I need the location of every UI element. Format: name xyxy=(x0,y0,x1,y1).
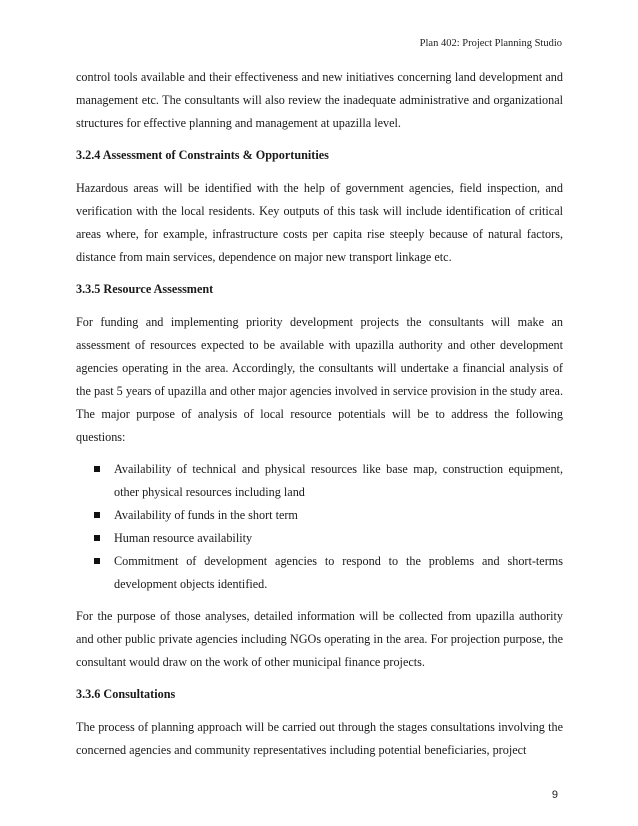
paragraph-purpose: For the purpose of those analyses, detailed information will be collected from upazilla authority and other public private agencies including NGOs operating in the area. For projection purpose, the consultant would draw on the work of other municipal finance projects. xyxy=(76,609,563,669)
paragraph-hazard: Hazardous areas will be identified with the help of government agencies, field inspection, and verification with the local residents. Key outputs of this task will include identification of critical areas where, for example, infrastructure costs per capita rise steeply because of natural factors, distance from main services, dependence on major new transport linkage etc. xyxy=(76,181,563,264)
heading-resource-assessment: 3.3.5 Resource Assessment xyxy=(76,282,214,296)
questions-list xyxy=(76,458,563,596)
list-item: Availability of technical and physical resources like base map, construction equipment, other physical resources including land xyxy=(76,458,563,504)
paragraph-intro: control tools available and their effectiveness and new initiatives concerning land development and management etc. The consultants will also review the inadequate administrative and organizational structures for effective planning and management at upazilla level. xyxy=(76,70,563,130)
heading-consultations: 3.3.6 Consultations xyxy=(76,687,176,701)
list-item: Commitment of development agencies to respond to the problems and short-terms development objects identified. xyxy=(76,550,563,596)
square-bullet-icon xyxy=(94,512,100,518)
square-bullet-icon xyxy=(94,535,100,541)
heading-constraints: 3.2.4 Assessment of Constraints & Opportunities xyxy=(76,148,329,162)
square-bullet-icon xyxy=(94,466,100,472)
page-number: 9 xyxy=(551,789,558,801)
list-item: Human resource availability xyxy=(76,527,563,550)
list-item: Availability of funds in the short term xyxy=(76,504,563,527)
square-bullet-icon xyxy=(94,558,100,564)
paragraph-funding: For funding and implementing priority development projects the consultants will make an assessment of resources expected to be available with upazilla authority and other development agencies operating in the area. Accordingly, the consultants will undertake a financial analysis of the past 5 years of upazilla and other major agencies involved in service provision in the study area. The major purpose of analysis of local resource potentials will be to address the following questions: xyxy=(76,315,563,444)
paragraph-consultations: The process of planning approach will be carried out through the stages consultations involving the concerned agencies and community representatives including potential beneficiaries, project xyxy=(76,720,563,757)
page-body xyxy=(76,66,563,762)
running-header: Plan 402: Project Planning Studio xyxy=(419,38,562,49)
